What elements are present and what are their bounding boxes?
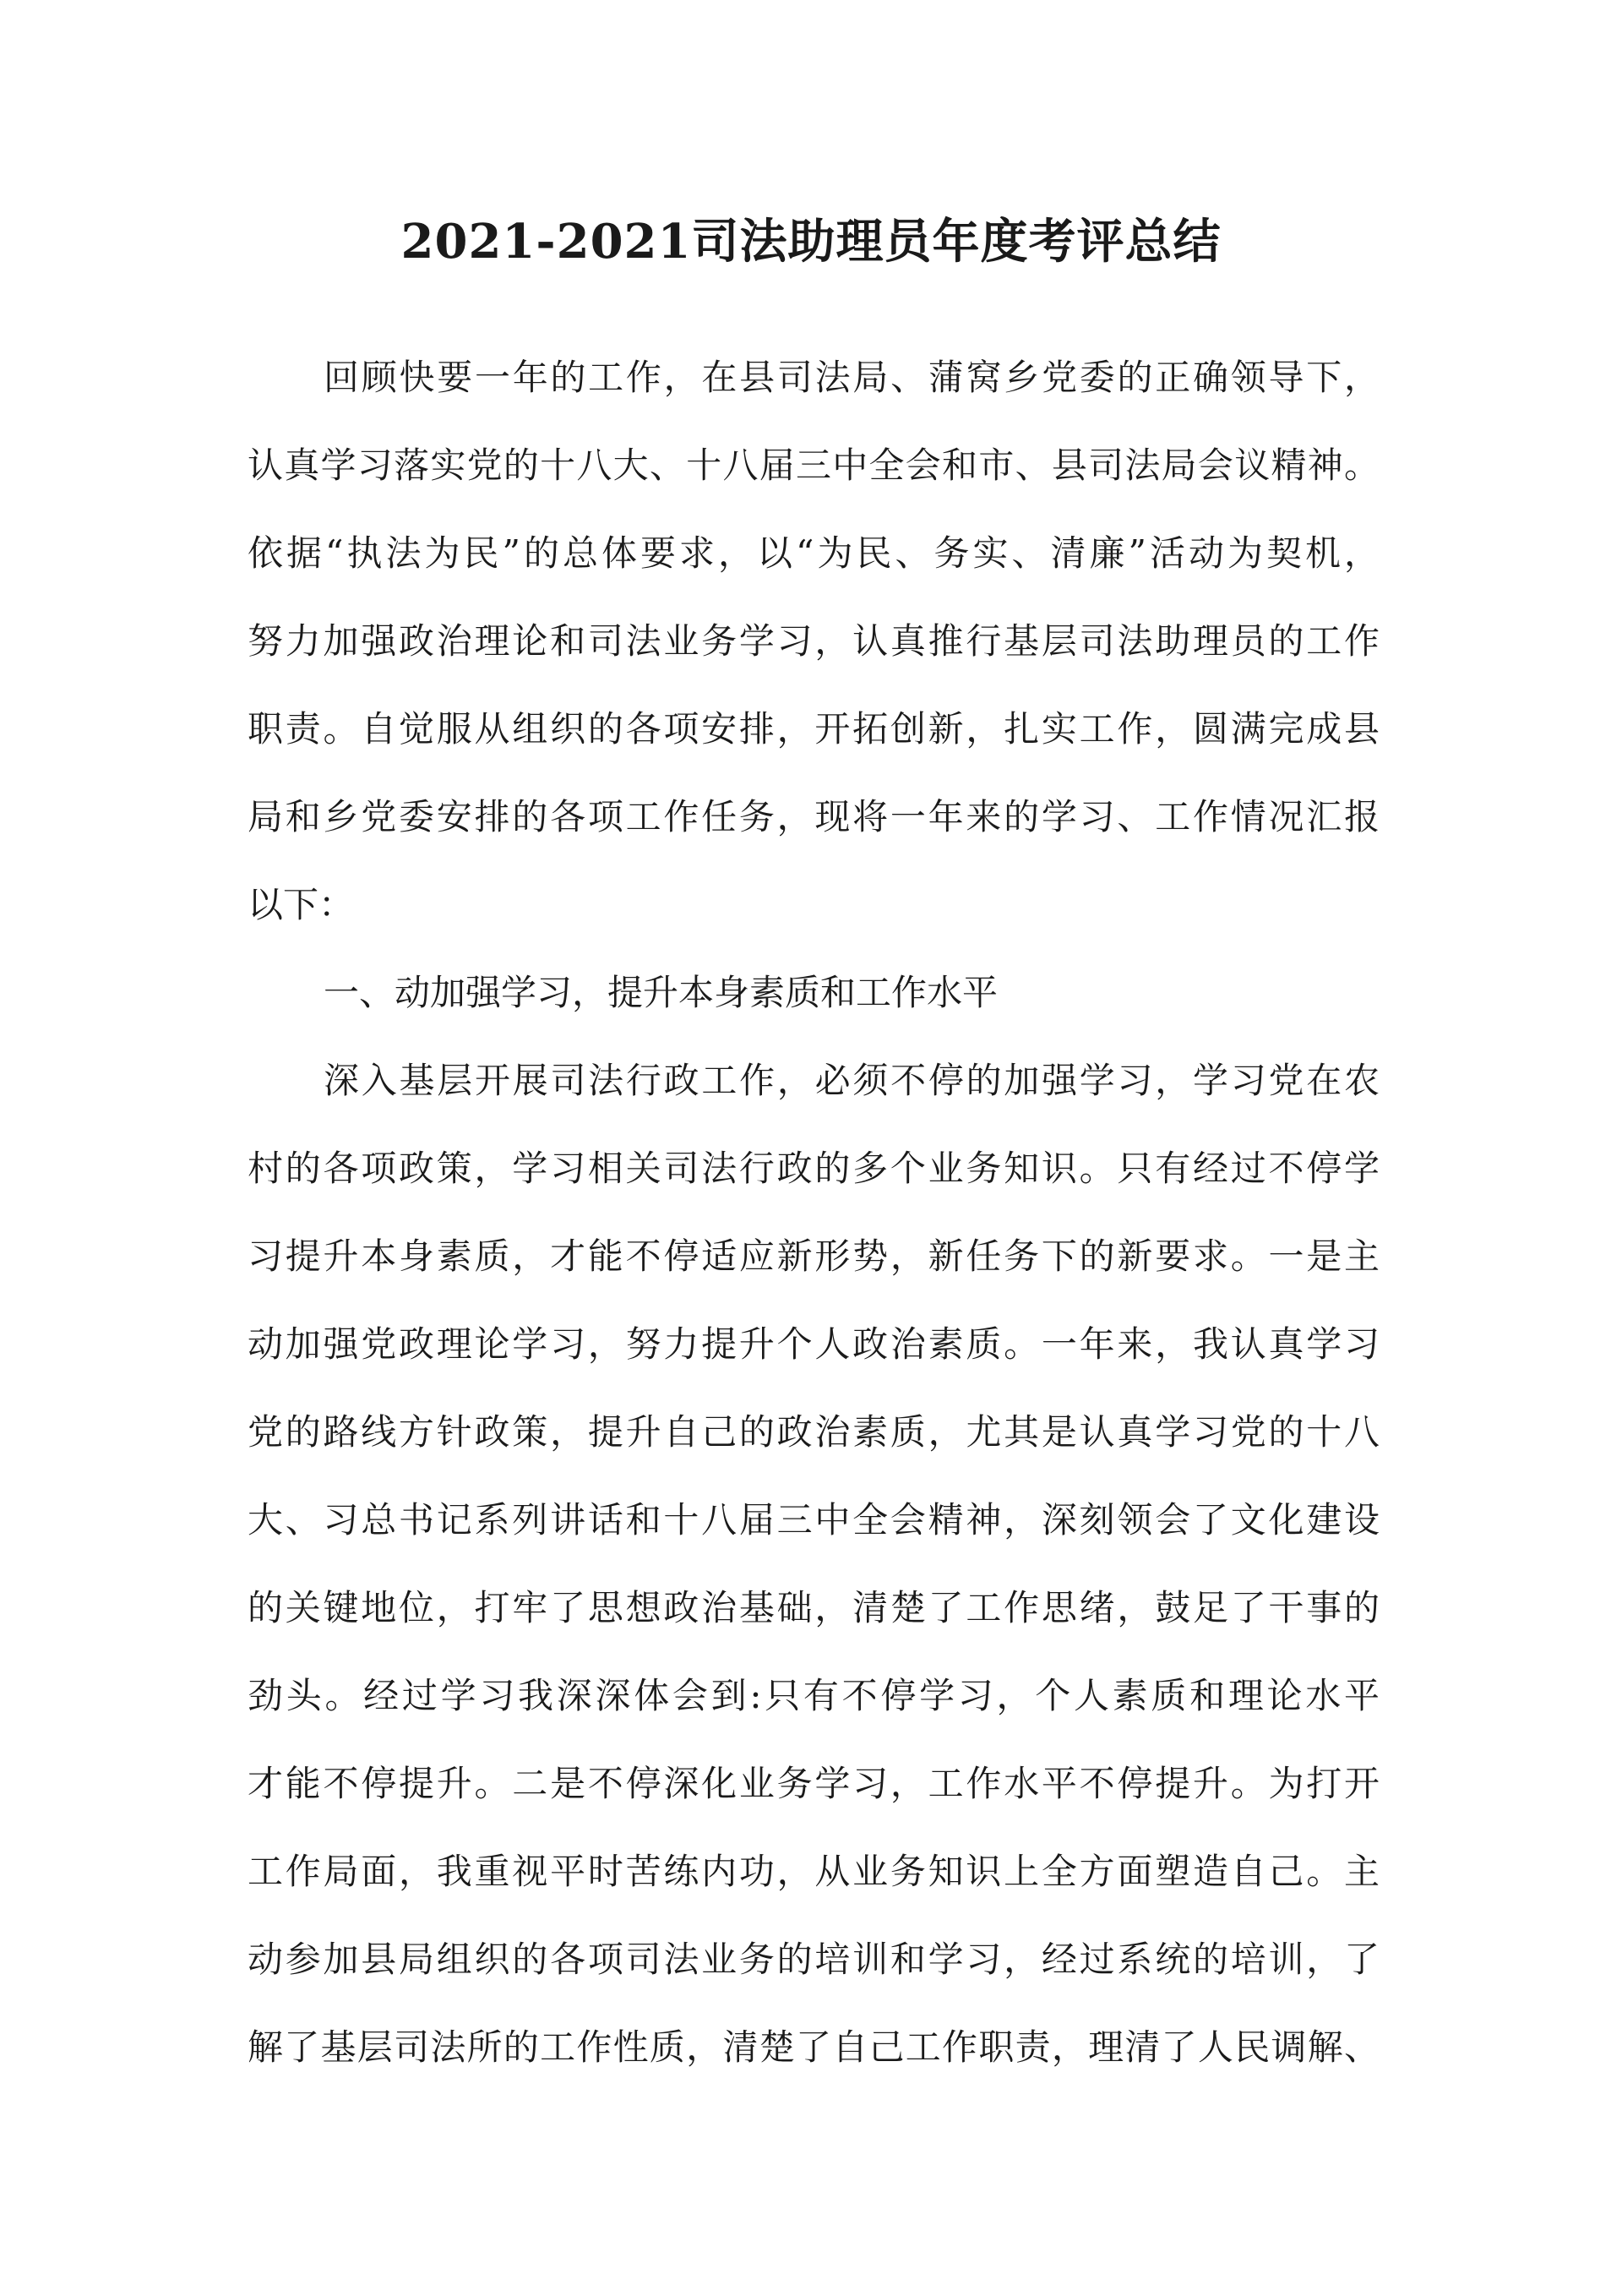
paragraph-line: 劲头。经过学习我深深体会到:只有不停学习，个人素质和理论水平: [248, 1675, 1380, 1716]
paragraph-line: 工作局面，我重视平时苦练内功，从业务知识上全方面塑造自己。主: [248, 1851, 1380, 1892]
paragraph-line: 以下：: [248, 884, 355, 925]
paragraph-line: 解了基层司法所的工作性质，清楚了自己工作职责，理清了人民调解、: [248, 2026, 1380, 2068]
paragraph-line: 职责。自觉服从组织的各项安排，开拓创新，扎实工作，圆满完成县: [248, 708, 1380, 750]
paragraph-line: 依据“执法为民”的总体要求，以“为民、务实、清廉”活动为契机，: [248, 532, 1380, 574]
paragraph-line: 局和乡党委安排的各项工作任务，现将一年来的学习、工作情况汇报: [248, 796, 1380, 837]
paragraph-line: 习提升本身素质，才能不停适应新形势，新任务下的新要求。一是主: [248, 1235, 1380, 1277]
paragraph-line: 深入基层开展司法行政工作，必须不停的加强学习，学习党在农: [324, 1060, 1380, 1101]
paragraph-line: 回顾快要一年的工作，在县司法局、蒲窝乡党委的正确领导下，: [324, 357, 1380, 398]
paragraph-line: 党的路线方针政策，提升自己的政治素质，尤其是认真学习党的十八: [248, 1411, 1380, 1453]
paragraph-line: 动参加县局组织的各项司法业务的培训和学习，经过系统的培训，了: [248, 1939, 1380, 1980]
paragraph-line: 努力加强政治理论和司法业务学习，认真推行基层司法助理员的工作: [248, 620, 1380, 662]
paragraph-line: 才能不停提升。二是不停深化业务学习，工作水平不停提升。为打开: [248, 1763, 1380, 1804]
paragraph-line: 大、习总书记系列讲话和十八届三中全会精神，深刻领会了文化建设: [248, 1499, 1380, 1541]
paragraph-line: 村的各项政策，学习相关司法行政的多个业务知识。只有经过不停学: [248, 1148, 1380, 1189]
paragraph-line: 的关键地位，打牢了思想政治基础，清楚了工作思绪，鼓足了干事的: [248, 1587, 1380, 1628]
paragraph-line: 认真学习落实党的十八大、十八届三中全会和市、县司法局会议精神。: [248, 444, 1380, 486]
document-body: [248, 334, 1380, 2091]
page-title: 2021-2021司法助理员年度考评总结: [400, 214, 1222, 270]
paragraph-line: 动加强党政理论学习，努力提升个人政治素质。一年来，我认真学习: [248, 1323, 1380, 1365]
section-heading: 一、动加强学习，提升本身素质和工作水平: [324, 972, 999, 1013]
